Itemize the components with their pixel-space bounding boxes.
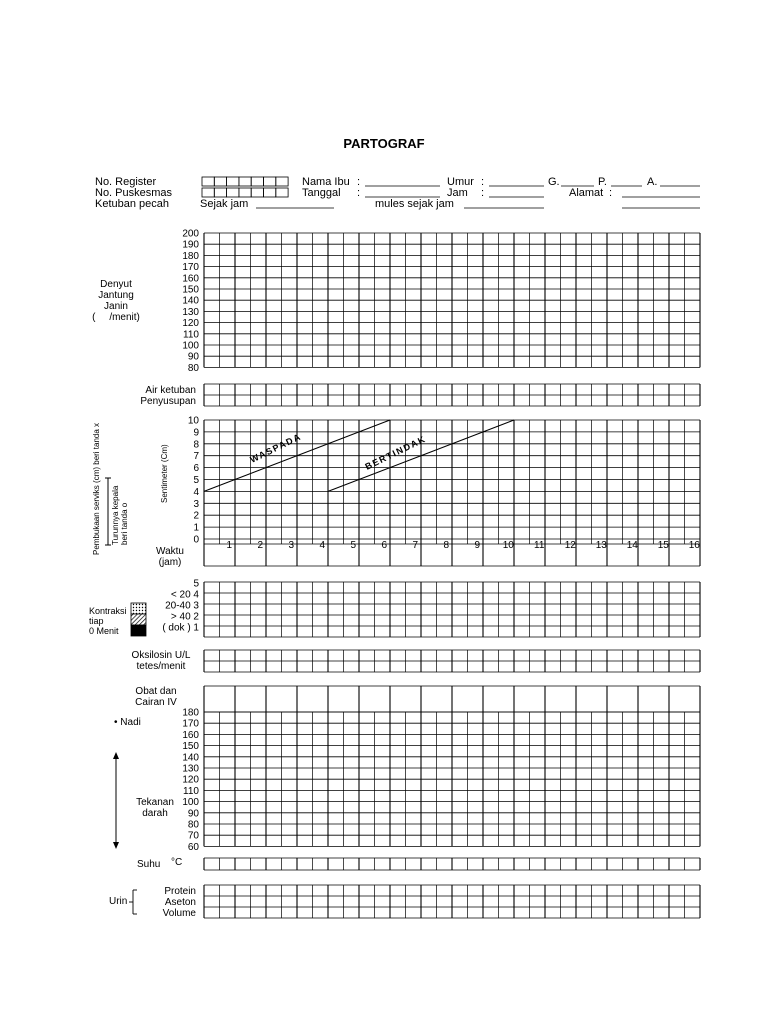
nadi-tekanan-scale-tick: 140 — [182, 752, 199, 764]
bertindak-label: BERTINDAK — [363, 433, 428, 472]
hour-label: 14 — [626, 540, 638, 551]
mules-sejak-jam-label: mules sejak jam — [375, 198, 454, 210]
kontraksi-legend-solid — [131, 625, 146, 636]
register-digit-box — [227, 177, 239, 186]
nadi-tekanan-scale-tick: 180 — [182, 707, 199, 719]
djj-scale-tick: 180 — [182, 250, 199, 262]
puskesmas-digit-box — [227, 188, 239, 197]
oksitosin-label-1: Oksilosin U/L — [131, 650, 191, 661]
register-digit-box — [202, 177, 214, 186]
kontraksi-label-3: 0 Menit — [89, 626, 119, 636]
puskesmas-digit-box — [251, 188, 263, 197]
suhu-unit: °C — [171, 857, 183, 868]
jam-label: Jam — [447, 187, 468, 199]
penyusupan-label: Penyusupan — [140, 396, 196, 407]
register-digit-box — [264, 177, 276, 186]
djj-scale-tick: 120 — [182, 318, 199, 330]
p-label: P. — [598, 176, 607, 188]
kontraksi-legend-dots — [131, 603, 146, 614]
pembukaan-serviks-label: Pembukaan serviks (cm) beri tanda x — [92, 422, 101, 555]
hour-label: 15 — [657, 540, 669, 551]
djj-scale-tick: 150 — [182, 284, 199, 296]
hour-label: 7 — [412, 540, 419, 551]
djj-label-2: Jantung — [98, 290, 134, 301]
hour-label: 11 — [534, 540, 545, 551]
hour-label: 16 — [688, 540, 700, 551]
nadi-tekanan-scale-tick: 100 — [182, 797, 199, 809]
urin-protein-label: Protein — [164, 886, 196, 897]
puskesmas-digit-box — [214, 188, 226, 197]
djj-scale-tick: 130 — [182, 306, 199, 318]
kontraksi-scale-tick: < 20 4 — [170, 589, 199, 601]
djj-scale-tick: 160 — [182, 273, 199, 285]
kontraksi-legend-hatch — [131, 614, 146, 625]
urin-aseton-label: Aseton — [164, 897, 196, 908]
nadi-tekanan-scale-tick: 90 — [187, 808, 199, 820]
tekanan-label-2: darah — [142, 808, 168, 819]
tekanan-label-1: Tekanan — [136, 797, 174, 808]
ketuban-pecah-label: Ketuban pecah — [95, 198, 170, 210]
suhu-label: Suhu — [137, 859, 161, 870]
tanggal-label: Tanggal — [302, 187, 341, 199]
nadi-label: • Nadi — [114, 717, 141, 728]
djj-label-3: Janin — [104, 301, 128, 312]
sejak-jam-label: Sejak jam — [200, 198, 249, 210]
hour-label: 3 — [288, 540, 295, 551]
hour-label: 4 — [319, 540, 326, 551]
air-ketuban-label: Air ketuban — [145, 385, 196, 396]
cervix-scale-tick: 10 — [187, 415, 199, 427]
page-title: PARTOGRAF — [343, 136, 425, 151]
oksitosin-label-2: tetes/menit — [136, 661, 186, 672]
waktu-label-1: Waktu — [156, 546, 184, 557]
nadi-tekanan-scale-tick: 60 — [187, 841, 199, 853]
nadi-tekanan-scale-tick: 170 — [182, 718, 199, 730]
cervix-scale-tick: 3 — [193, 498, 199, 510]
hour-label: 10 — [502, 540, 514, 551]
djj-scale-tick: 170 — [182, 262, 199, 274]
no-puskesmas-label: No. Puskesmas — [95, 187, 173, 199]
no-register-label: No. Register — [95, 176, 157, 188]
hour-label: 9 — [474, 540, 481, 551]
hour-label: 5 — [350, 540, 357, 551]
jam-colon: : — [481, 187, 485, 199]
hour-label: 13 — [595, 540, 607, 551]
g-label: G. — [548, 176, 560, 188]
puskesmas-digit-box — [264, 188, 276, 197]
nama-ibu-label: Nama Ibu — [302, 176, 350, 188]
hour-label: 6 — [381, 540, 388, 551]
djj-label-1: Denyut — [100, 279, 132, 290]
djj-scale-tick: 110 — [183, 329, 199, 341]
hour-label: 12 — [564, 540, 576, 551]
hour-label: 1 — [226, 540, 233, 551]
hour-label: 2 — [257, 540, 264, 551]
a-label: A. — [647, 176, 658, 188]
cervix-scale-tick: 9 — [193, 427, 199, 439]
nadi-tekanan-scale-tick: 160 — [182, 729, 199, 741]
alamat-colon: : — [609, 187, 613, 199]
djj-label-4: ( /menit) — [92, 312, 140, 323]
sentimeter-label: Sentimeter (Cm) — [160, 444, 169, 503]
obat-label-2: Cairan IV — [135, 697, 177, 708]
alamat-label: Alamat — [569, 187, 604, 199]
puskesmas-digit-box — [239, 188, 251, 197]
cervix-scale-tick: 5 — [193, 475, 199, 486]
obat-label-1: Obat dan — [135, 686, 177, 697]
djj-scale-tick: 90 — [187, 351, 199, 363]
tanggal-colon: : — [357, 187, 361, 199]
cervix-scale-tick: 2 — [193, 510, 199, 522]
waspada-label: WASPADA — [248, 431, 304, 465]
cervix-scale-tick: 8 — [193, 439, 199, 451]
register-digit-box — [214, 177, 226, 186]
urin-label: Urin — [109, 896, 128, 907]
kontraksi-scale-tick: ( dok ) 1 — [162, 622, 199, 634]
umur-label: Umur — [447, 176, 474, 188]
kontraksi-label-1: Kontraksi — [89, 606, 127, 616]
turunnya-kepala-label: Turunnya kepala — [111, 485, 120, 545]
kontraksi-label-2: tiap — [89, 616, 104, 626]
cervix-scale-tick: 6 — [193, 463, 199, 475]
kontraksi-scale-tick: 20-40 3 — [165, 600, 199, 612]
nadi-tekanan-scale-tick: 70 — [187, 830, 199, 842]
register-digit-box — [276, 177, 288, 186]
nadi-tekanan-scale-tick: 110 — [183, 785, 199, 797]
djj-scale-tick: 100 — [182, 340, 199, 352]
cervix-scale-tick: 0 — [193, 534, 199, 546]
umur-colon: : — [481, 176, 485, 188]
kontraksi-scale-tick: > 40 2 — [170, 611, 199, 623]
djj-scale-tick: 140 — [182, 295, 199, 307]
register-digit-box — [251, 177, 263, 186]
kontraksi-scale-tick: 5 — [193, 578, 199, 590]
register-digit-box — [239, 177, 251, 186]
nadi-tekanan-scale-tick: 130 — [182, 763, 199, 775]
puskesmas-digit-box — [202, 188, 214, 197]
djj-scale-tick: 80 — [187, 362, 199, 374]
puskesmas-digit-box — [276, 188, 288, 197]
cervix-scale-tick: 7 — [193, 451, 199, 463]
djj-scale-tick: 200 — [182, 228, 199, 240]
hour-label: 8 — [443, 540, 450, 551]
djj-scale-tick: 190 — [182, 239, 199, 251]
nama-ibu-colon: : — [357, 176, 361, 188]
nadi-tekanan-scale-tick: 120 — [182, 774, 199, 786]
cervix-scale-tick: 4 — [193, 486, 199, 498]
urin-volume-label: Volume — [162, 908, 196, 919]
cervix-scale-tick: 1 — [193, 522, 199, 534]
nadi-tekanan-scale-tick: 150 — [182, 741, 199, 753]
beri-tanda-o-label: beri tanda o — [120, 502, 129, 545]
waktu-label-2: (jam) — [158, 557, 182, 568]
nadi-tekanan-scale-tick: 80 — [187, 819, 199, 831]
